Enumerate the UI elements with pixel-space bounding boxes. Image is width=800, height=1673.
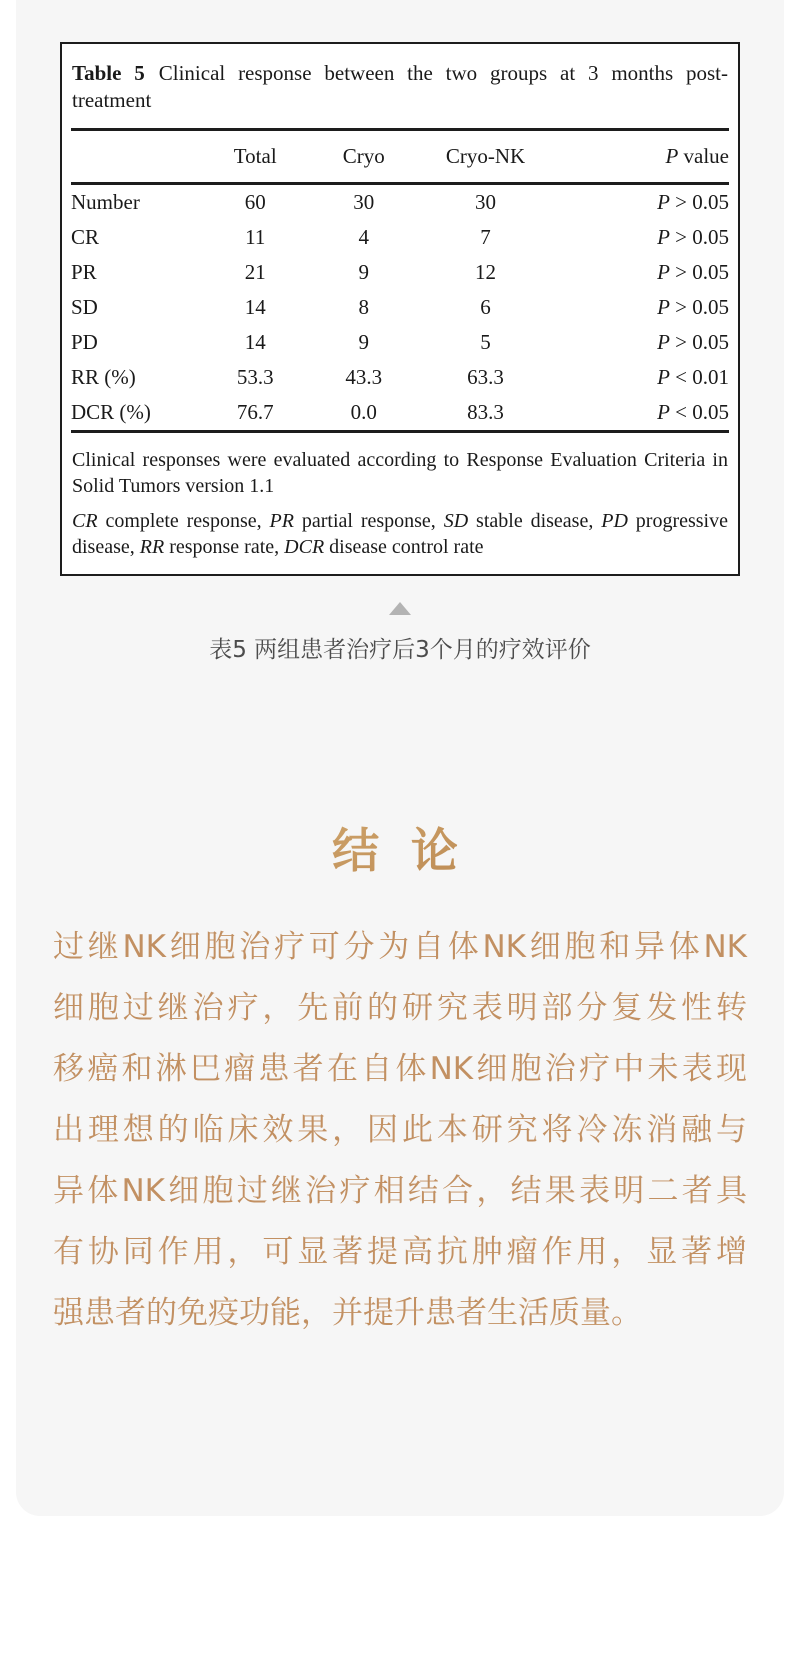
- table-cell: 5: [480, 330, 491, 354]
- table-cell: CR: [71, 225, 100, 249]
- table-cell: 63.3: [467, 365, 504, 389]
- abbreviation: DCR: [284, 536, 325, 558]
- table-cell: Number: [71, 190, 140, 214]
- table-cell: 12: [475, 260, 497, 284]
- col-header: Total: [233, 144, 277, 168]
- table-cell: P > 0.05: [657, 330, 729, 354]
- table-cell: SD: [71, 295, 98, 319]
- table-cell: 11: [245, 225, 266, 249]
- abbreviation: RR: [139, 536, 165, 558]
- conclusion-line: 异体NK细胞过继治疗相结合，结果表明二者具: [53, 1173, 747, 1209]
- table-cell: 6: [480, 295, 491, 319]
- conclusion-line: 细胞过继治疗，先前的研究表明部分复发性转: [53, 990, 747, 1026]
- table-cell: 21: [244, 260, 266, 284]
- footnote-text: partial response,: [293, 510, 444, 532]
- table-cell: 7: [480, 225, 491, 249]
- col-header: P value: [665, 144, 729, 168]
- table-cell: DCR (%): [71, 400, 151, 424]
- table-cell: 8: [358, 295, 370, 319]
- content-card: [16, 0, 784, 1516]
- col-header: [71, 130, 203, 184]
- footnote-text: response rate,: [164, 536, 285, 558]
- footnote-text: stable disease,: [468, 510, 602, 532]
- table-row: [71, 360, 729, 395]
- clinical-response-table: [71, 128, 729, 433]
- collapse-arrow[interactable]: [16, 602, 784, 615]
- table5-figure: [60, 42, 740, 576]
- figure-label: Table 5: [72, 61, 145, 85]
- footnote-text: disease control rate: [324, 536, 484, 558]
- table-cell: P > 0.05: [657, 295, 729, 319]
- triangle-up-icon[interactable]: [389, 602, 411, 615]
- table-cell: PD: [71, 330, 98, 354]
- table-row: [71, 184, 729, 221]
- conclusion-line: 有协同作用，可显著提高抗肿瘤作用，显著增: [53, 1234, 747, 1270]
- table-row: [71, 220, 729, 255]
- abbreviation: SD: [443, 510, 469, 532]
- table-cell: 9: [358, 260, 370, 284]
- table-cell: 9: [358, 330, 370, 354]
- footnote-abbreviations: [72, 508, 728, 560]
- table-cell: P < 0.05: [657, 400, 729, 424]
- table-cell: 43.3: [345, 365, 383, 389]
- table-cell: 14: [244, 330, 266, 354]
- table-cell: 30: [353, 190, 375, 214]
- table-row: [71, 255, 729, 290]
- table-caption-cn: 表5 两组患者治疗后3个月的疗效评价: [209, 637, 591, 663]
- table-row: [71, 395, 729, 432]
- footnote-text: complete response,: [97, 510, 270, 532]
- conclusion-line: 过继NK细胞治疗可分为自体NK细胞和异体NK: [53, 929, 747, 965]
- conclusion-line: 出理想的临床效果，因此本研究将冷冻消融与: [53, 1112, 747, 1148]
- col-header: Cryo: [342, 144, 385, 168]
- table-cell: 14: [244, 295, 266, 319]
- footnote-text: progressive disease,: [72, 510, 728, 558]
- table-cell: P > 0.05: [657, 225, 729, 249]
- footnote-recist: Clinical responses were evaluated according to Response Evaluation Criteria in Solid Tumors version 1.1: [72, 449, 728, 497]
- table-cell: 30: [475, 190, 497, 214]
- table-row: [71, 290, 729, 325]
- table-header: [71, 130, 729, 184]
- table-row: [71, 325, 729, 360]
- table-footnotes: [71, 447, 729, 560]
- abbreviation: PR: [269, 510, 294, 532]
- figure-caption-text: Clinical response between the two groups at 3 months post-treatment: [72, 61, 728, 112]
- table-cell: P < 0.01: [657, 365, 729, 389]
- table-header-row: [71, 130, 729, 184]
- table-cell: PR: [71, 260, 97, 284]
- col-header: Cryo-NK: [445, 144, 526, 168]
- table-cell: 60: [244, 190, 266, 214]
- figure-caption: [71, 60, 729, 114]
- conclusion-paragraph: [53, 917, 747, 1344]
- conclusion-title: 结 论: [16, 814, 784, 881]
- table-cell: 76.7: [236, 400, 274, 424]
- conclusion-line: 强患者的免疫功能，并提升患者生活质量。: [53, 1295, 642, 1331]
- table-cell: 0.0: [350, 400, 377, 424]
- table-body: [71, 184, 729, 432]
- table-cell: 4: [358, 225, 370, 249]
- abbreviation: CR: [72, 510, 98, 532]
- table-cell: 53.3: [236, 365, 274, 389]
- table-cell: P > 0.05: [657, 190, 729, 214]
- table-cell: RR (%): [71, 365, 136, 389]
- table-cell: P > 0.05: [657, 260, 729, 284]
- abbreviation: PD: [601, 510, 628, 532]
- conclusion-line: 移癌和淋巴瘤患者在自体NK细胞治疗中未表现: [53, 1051, 747, 1087]
- table-cell: 83.3: [467, 400, 504, 424]
